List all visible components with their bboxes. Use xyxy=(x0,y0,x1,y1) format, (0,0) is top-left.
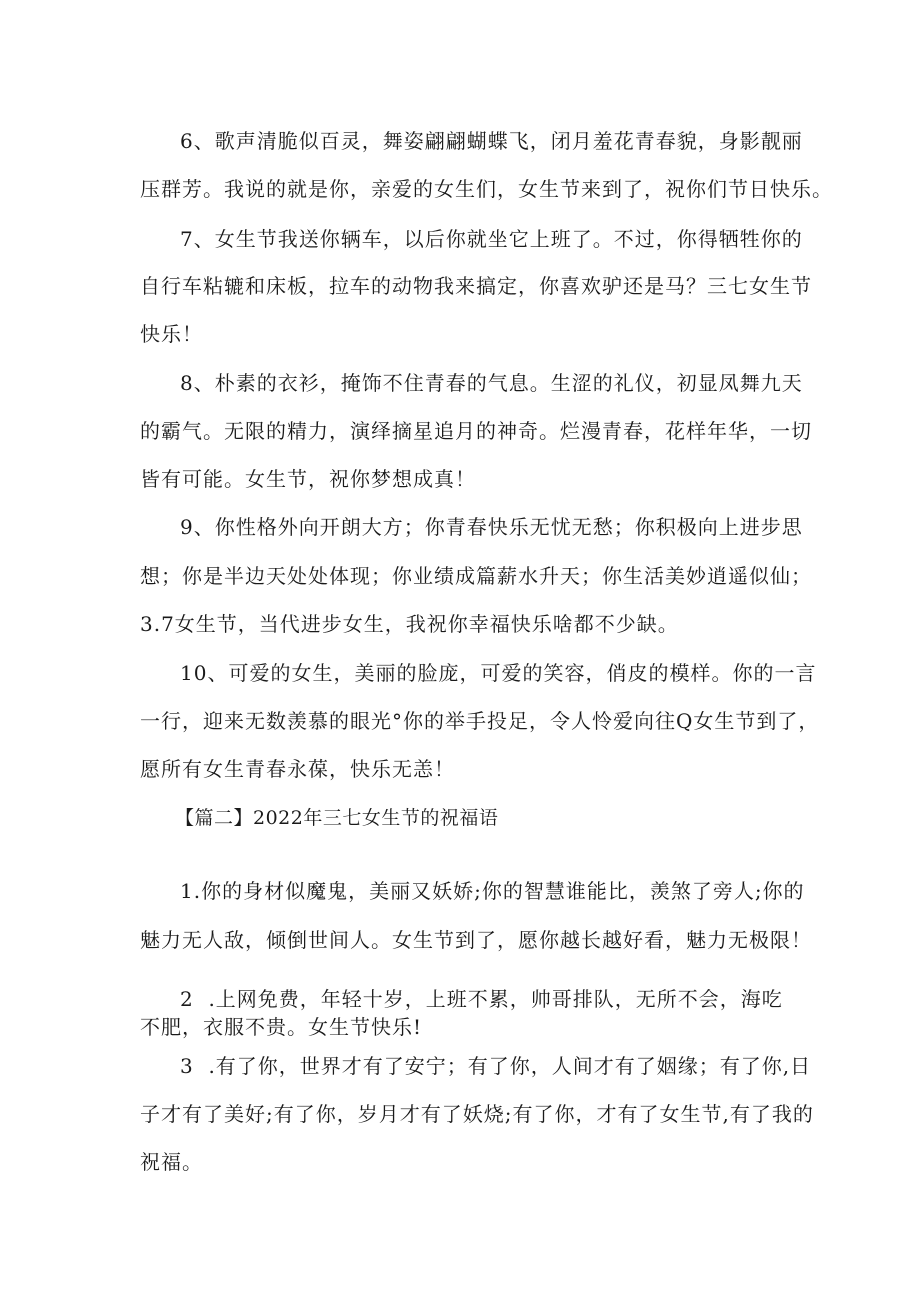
section-item-2-line-1: 2 .上网免费，年轻十岁，上班不累，帅哥排队，无所不会，海吃 xyxy=(180,987,783,1011)
paragraph-9-line-2: 想；你是半边天处处体现；你业绩成篇薪水升天；你生活美妙逍遥似仙； xyxy=(140,564,812,588)
paragraph-10-line-3: 愿所有女生青春永葆，快乐无恙！ xyxy=(140,757,455,781)
section-heading: 【篇二】2022年三七女生节的祝福语 xyxy=(175,807,499,829)
paragraph-8-line-2: 的霸气。无限的精力，演绎摘星追月的神奇。烂漫青春，花样年华，一切 xyxy=(140,419,812,443)
paragraph-9-line-3: 3.7女生节，当代进步女生，我祝你幸福快乐啥都不少缺。 xyxy=(140,612,679,636)
paragraph-6-line-2: 压群芳。我说的就是你，亲爱的女生们，女生节来到了，祝你们节日快乐。 xyxy=(140,177,833,201)
section-item-1-line-2: 魅力无人敌，倾倒世间人。女生节到了，愿你越长越好看，魅力无极限！ xyxy=(140,928,812,952)
paragraph-7-line-1: 7、女生节我送你辆车，以后你就坐它上班了。不过，你得牺牲你的 xyxy=(180,227,803,251)
section-item-3-line-2: 子才有了美好;有了你，岁月才有了妖烧;有了你，才有了女生节,有了我的 xyxy=(140,1102,814,1126)
paragraph-8-line-3: 皆有可能。女生节，祝你梦想成真！ xyxy=(140,467,476,491)
paragraph-10-line-2: 一行，迎来无数羡慕的眼光°你的举手投足，令人怜爱向往Q女生节到了， xyxy=(140,709,820,733)
section-item-1-line-1: 1.你的身材似魔鬼，美丽又妖娇;你的智慧谁能比，羡煞了旁人;你的 xyxy=(180,879,805,903)
section-item-3-line-3: 祝福。 xyxy=(140,1150,203,1174)
section-item-3-line-1: 3 .有了你，世界才有了安宁；有了你，人间才有了姻缘；有了你,日 xyxy=(180,1054,812,1078)
paragraph-10-line-1: 10、可爱的女生，美丽的脸庞，可爱的笑容，俏皮的模样。你的一言 xyxy=(180,661,817,685)
section-item-2-line-2: 不肥，衣服不贵。女生节快乐! xyxy=(140,1015,423,1039)
paragraph-6-line-1: 6、歌声清脆似百灵，舞姿翩翩蝴蝶飞，闭月羞花青春貌，身影靓丽 xyxy=(180,129,803,153)
paragraph-7-line-3: 快乐！ xyxy=(140,322,203,346)
paragraph-9-line-1: 9、你性格外向开朗大方；你青春快乐无忧无愁；你积极向上进步思 xyxy=(180,515,803,539)
paragraph-8-line-1: 8、朴素的衣衫，掩饰不住青春的气息。生涩的礼仪，初显凤舞九天 xyxy=(180,371,803,395)
paragraph-7-line-2: 自行车粘辘和床板，拉车的动物我来搞定，你喜欢驴还是马？三七女生节 xyxy=(140,274,812,298)
